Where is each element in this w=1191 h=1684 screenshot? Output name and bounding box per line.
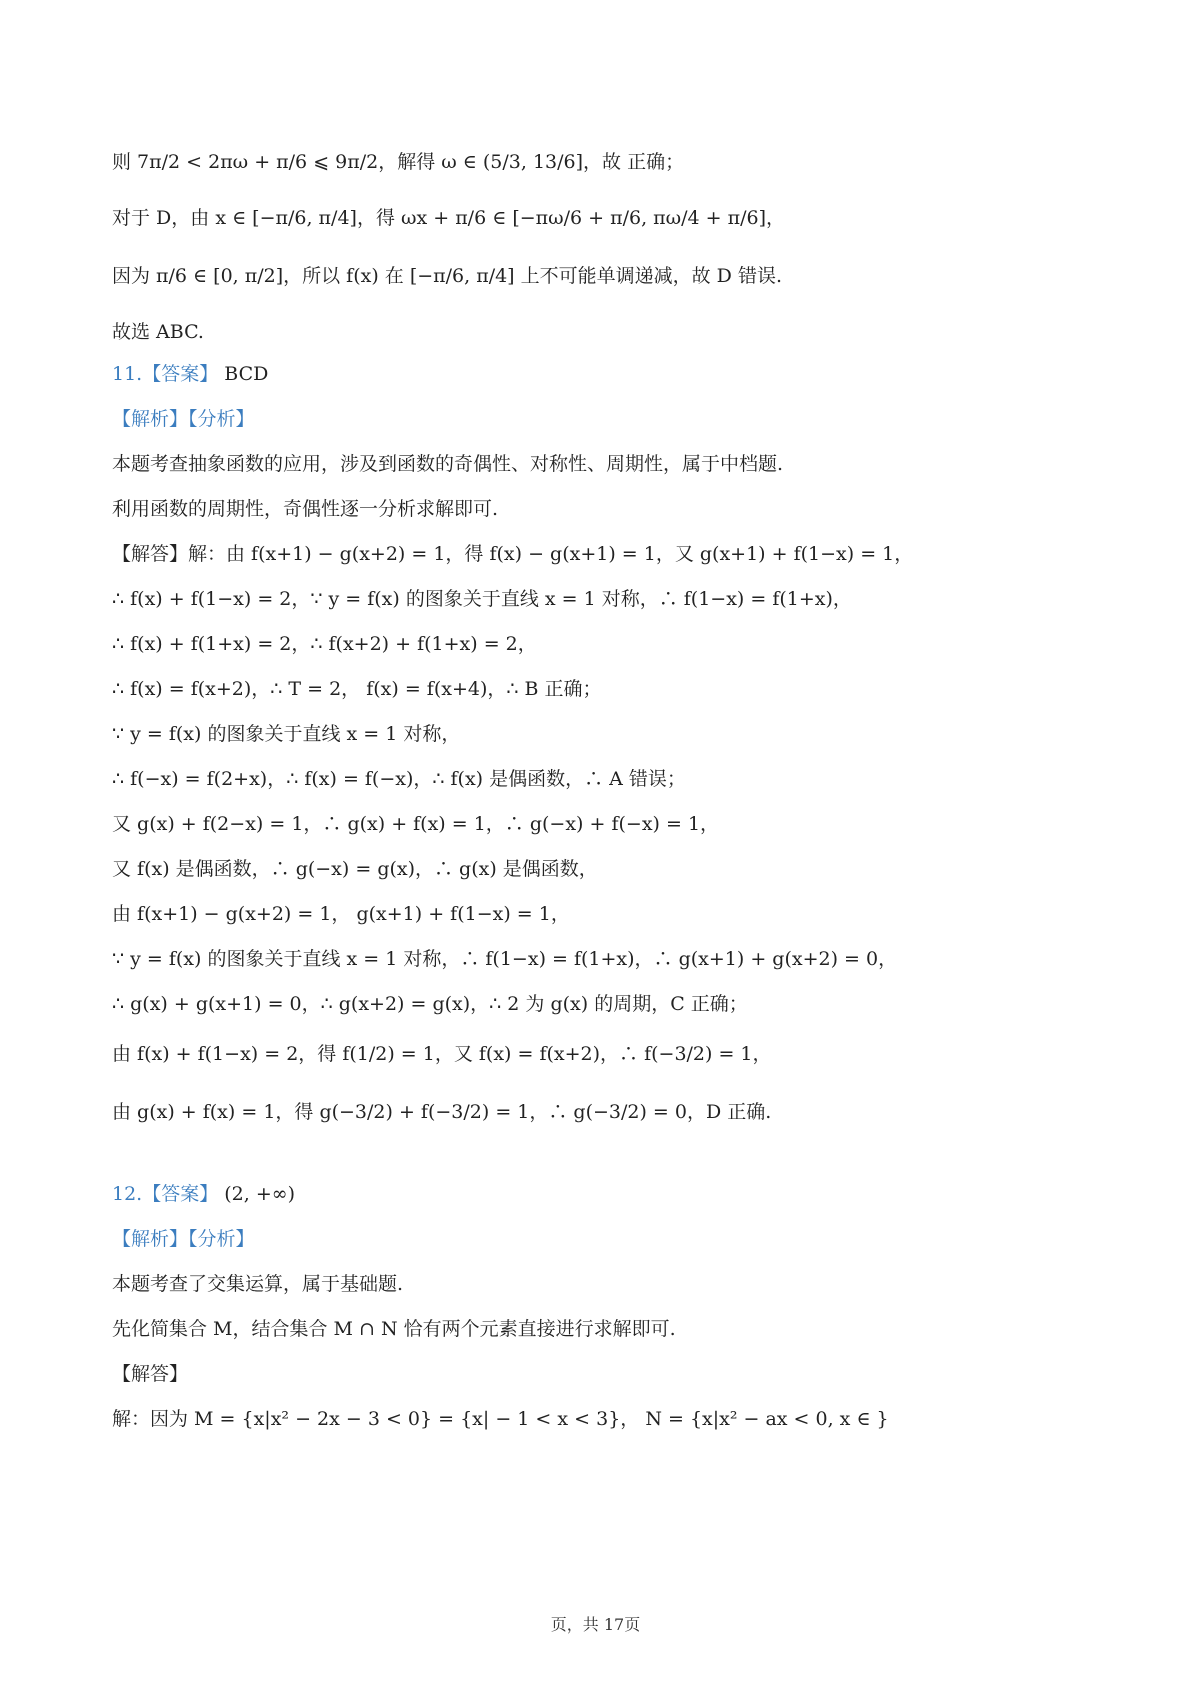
- solution-line: ∵ y = f(x) 的图象关于直线 x = 1 对称，∴ f(1−x) = f(1+x)，∴ g(x+1) + g(x+2) = 0，: [112, 948, 898, 970]
- analysis-text: 本题考查了交集运算，属于基础题.: [112, 1273, 404, 1295]
- solution-line: 对于 D，由 x ∈ [−π/6, π/4]，得 ωx + π/6 ∈ [−πω/6 + π/6, πω/4 + π/6]，: [112, 207, 786, 229]
- answer-value: BCD: [224, 363, 269, 385]
- solution-line: 又 g(x) + f(2−x) = 1，∴ g(x) + f(x) = 1，∴ g(−x) + f(−x) = 1，: [112, 813, 720, 835]
- analysis-text: 先化简集合 M，结合集合 M ∩ N 恰有两个元素直接进行求解即可.: [112, 1318, 676, 1340]
- solution-line: ∴ f(−x) = f(2+x)，∴ f(x) = f(−x)，∴ f(x) 是偶函数，∴ A 错误；: [112, 768, 686, 790]
- solution-line: 【解答】解：由 f(x+1) − g(x+2) = 1，得 f(x) − g(x+1) = 1，又 g(x+1) + f(1−x) = 1，: [112, 543, 914, 565]
- solution-line: 则 7π/2 < 2πω + π/6 ⩽ 9π/2，解得 ω ∈ (5/3, 13/6]，故 正确；: [112, 151, 685, 173]
- solution-line: ∴ f(x) + f(1+x) = 2，∴ f(x+2) + f(1+x) = 2，: [112, 633, 537, 655]
- solution-line: ∴ f(x) = f(x+2)，∴ T = 2， f(x) = f(x+4)，∴ B 正确；: [112, 678, 602, 700]
- answer-label: 11.【答案】: [112, 363, 219, 385]
- analysis-heading: 【解析】【分析】: [112, 408, 255, 430]
- solution-line: ∵ y = f(x) 的图象关于直线 x = 1 对称，: [112, 723, 461, 745]
- solution-line: 又 f(x) 是偶函数，∴ g(−x) = g(x)，∴ g(x) 是偶函数，: [112, 858, 598, 880]
- analysis-text: 利用函数的周期性，奇偶性逐一分析求解即可.: [112, 498, 499, 520]
- solution-line: 由 f(x) + f(1−x) = 2，得 f(1/2) = 1，又 f(x) = f(x+2)，∴ f(−3/2) = 1，: [112, 1043, 772, 1065]
- page-footer: 页，共 17页: [550, 1615, 641, 1634]
- answer-heading-11: [112, 360, 268, 388]
- solution-line: 由 g(x) + f(x) = 1，得 g(−3/2) + f(−3/2) = 1，∴ g(−3/2) = 0，D 正确.: [112, 1101, 772, 1123]
- analysis-text: 本题考查抽象函数的应用，涉及到函数的奇偶性、对称性、周期性，属于中档题.: [112, 453, 784, 475]
- answer-label: 12.【答案】: [112, 1183, 219, 1205]
- solution-heading: 【解答】: [112, 1363, 189, 1385]
- solution-line: 故选 ABC.: [112, 321, 204, 343]
- answer-heading-12: [112, 1180, 295, 1208]
- solution-line: 因为 π/6 ∈ [0, π/2]，所以 f(x) 在 [−π/6, π/4] 上不可能单调递减，故 D 错误.: [112, 265, 782, 287]
- solution-line: 解：因为 M = {x|x² − 2x − 3 < 0} = {x| − 1 < x < 3}， N = {x|x² − ax < 0, x ∈ }: [112, 1408, 889, 1430]
- solution-line: ∴ g(x) + g(x+1) = 0，∴ g(x+2) = g(x)，∴ 2 为 g(x) 的周期，C 正确；: [112, 993, 748, 1015]
- solution-line: 由 f(x+1) − g(x+2) = 1， g(x+1) + f(1−x) = 1，: [112, 903, 570, 925]
- answer-value: (2, +∞): [224, 1183, 296, 1205]
- analysis-heading: 【解析】【分析】: [112, 1228, 255, 1250]
- solution-line: ∴ f(x) + f(1−x) = 2，∵ y = f(x) 的图象关于直线 x = 1 对称，∴ f(1−x) = f(1+x)，: [112, 588, 852, 610]
